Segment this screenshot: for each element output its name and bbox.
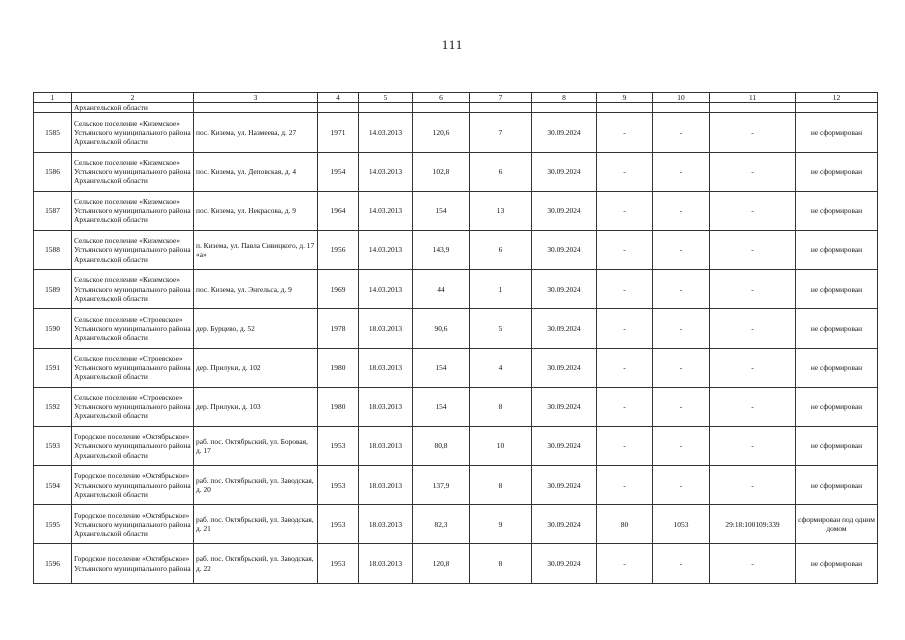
table-header xyxy=(34,93,878,103)
cell-count: 9 xyxy=(470,505,532,544)
cell-land-status: не сформирован xyxy=(796,230,878,269)
col-header-2: 2 xyxy=(72,93,194,103)
cell-row-number: 1593 xyxy=(34,426,72,465)
cell-col-10: - xyxy=(653,466,710,505)
cell-count: 7 xyxy=(470,113,532,152)
cell-inclusion-date: 18.03.2013 xyxy=(359,544,413,583)
cell-year: 1971 xyxy=(318,113,359,152)
cell-address: пос. Кизема, ул. Назмеева, д. 27 xyxy=(194,113,318,152)
cell-area: 154 xyxy=(413,387,470,426)
cell-address: пос. Кизема, ул. Энгельса, д. 9 xyxy=(194,270,318,309)
cell-cadastral-number: - xyxy=(710,426,796,465)
cell-year: 1956 xyxy=(318,230,359,269)
cell-empty xyxy=(470,103,532,113)
cell-area: 154 xyxy=(413,191,470,230)
cell-land-status: не сформирован xyxy=(796,309,878,348)
cell-area: 102,8 xyxy=(413,152,470,191)
cell-col-10: - xyxy=(653,348,710,387)
cell-row-number: 1589 xyxy=(34,270,72,309)
col-header-5: 5 xyxy=(359,93,413,103)
cell-area: 80,8 xyxy=(413,426,470,465)
cell-count: 6 xyxy=(470,152,532,191)
cell-col-10: - xyxy=(653,152,710,191)
cell-area: 154 xyxy=(413,348,470,387)
cell-count: 8 xyxy=(470,466,532,505)
cell-inclusion-date: 14.03.2013 xyxy=(359,191,413,230)
cell-col-10: - xyxy=(653,230,710,269)
col-header-4: 4 xyxy=(318,93,359,103)
cell-land-status: не сформирован xyxy=(796,152,878,191)
cell-land-status: не сформирован xyxy=(796,191,878,230)
col-header-3: 3 xyxy=(194,93,318,103)
cell-land-status: не сформирован xyxy=(796,544,878,583)
cell-land-status: сформирован под одним домом xyxy=(796,505,878,544)
cell-empty xyxy=(413,103,470,113)
cell-row-number: 1591 xyxy=(34,348,72,387)
cell-col-9: - xyxy=(597,152,653,191)
cell-deadline: 30.09.2024 xyxy=(532,505,597,544)
cell-cadastral-number: 29:18:100109:339 xyxy=(710,505,796,544)
cell-row-number: 1588 xyxy=(34,230,72,269)
cell-cadastral-number: - xyxy=(710,152,796,191)
cell-count: 4 xyxy=(470,348,532,387)
cell-cadastral-number: - xyxy=(710,466,796,505)
cell-year: 1978 xyxy=(318,309,359,348)
cell-col-9: - xyxy=(597,309,653,348)
cell-municipality: Городское поселение «Октябрьское» Устьянского муниципального района Архангельской области xyxy=(72,505,194,544)
cell-area: 44 xyxy=(413,270,470,309)
cell-area: 82,3 xyxy=(413,505,470,544)
cell-empty xyxy=(710,103,796,113)
cell-municipality: Архангельской области xyxy=(72,103,194,113)
cell-col-10: - xyxy=(653,544,710,583)
cell-cadastral-number: - xyxy=(710,191,796,230)
cell-year: 1953 xyxy=(318,505,359,544)
cell-inclusion-date: 14.03.2013 xyxy=(359,230,413,269)
table-row xyxy=(34,152,878,191)
cell-empty xyxy=(653,103,710,113)
cell-address: дер. Бурцево, д. 52 xyxy=(194,309,318,348)
col-header-1: 1 xyxy=(34,93,72,103)
cell-year: 1953 xyxy=(318,466,359,505)
cell-empty xyxy=(194,103,318,113)
cell-deadline: 30.09.2024 xyxy=(532,544,597,583)
cell-count: 8 xyxy=(470,544,532,583)
cell-row-number: 1592 xyxy=(34,387,72,426)
table-row xyxy=(34,270,878,309)
cell-inclusion-date: 18.03.2013 xyxy=(359,309,413,348)
cell-deadline: 30.09.2024 xyxy=(532,466,597,505)
cell-municipality: Городское поселение «Октябрьское» Устьянского муниципального района xyxy=(72,544,194,583)
cell-land-status: не сформирован xyxy=(796,466,878,505)
cell-row-number: 1586 xyxy=(34,152,72,191)
table-row xyxy=(34,113,878,152)
cell-municipality: Сельское поселение «Киземское» Устьянского муниципального района Архангельской области xyxy=(72,230,194,269)
header-row xyxy=(34,93,878,103)
cell-address: дер. Прилуки, д. 103 xyxy=(194,387,318,426)
page-number: 111 xyxy=(441,37,464,52)
cell-cadastral-number: - xyxy=(710,270,796,309)
cell-empty xyxy=(597,103,653,113)
cell-address: пос. Кизема, ул. Деповская, д. 4 xyxy=(194,152,318,191)
cell-deadline: 30.09.2024 xyxy=(532,270,597,309)
cell-year: 1969 xyxy=(318,270,359,309)
cell-address: раб. пос. Октябрьский, ул. Заводская, д. 20 xyxy=(194,466,318,505)
cell-empty xyxy=(318,103,359,113)
cell-address: дер. Прилуки, д. 102 xyxy=(194,348,318,387)
cell-deadline: 30.09.2024 xyxy=(532,113,597,152)
col-header-9: 9 xyxy=(597,93,653,103)
cell-address: раб. пос. Октябрьский, ул. Заводская, д. 22 xyxy=(194,544,318,583)
cell-col-10: - xyxy=(653,309,710,348)
cell-col-9: - xyxy=(597,348,653,387)
cell-col-9: - xyxy=(597,113,653,152)
col-header-12: 12 xyxy=(796,93,878,103)
housing-registry-table xyxy=(33,92,878,584)
cell-land-status: не сформирован xyxy=(796,113,878,152)
cell-land-status: не сформирован xyxy=(796,387,878,426)
cell-row-number: 1594 xyxy=(34,466,72,505)
cell-count: 13 xyxy=(470,191,532,230)
cell-address: раб. пос. Октябрьский, ул. Заводская, д. 21 xyxy=(194,505,318,544)
cell-deadline: 30.09.2024 xyxy=(532,348,597,387)
col-header-6: 6 xyxy=(413,93,470,103)
cell-row-number: 1596 xyxy=(34,544,72,583)
continuation-row xyxy=(34,103,878,113)
cell-inclusion-date: 18.03.2013 xyxy=(359,387,413,426)
cell-inclusion-date: 14.03.2013 xyxy=(359,152,413,191)
table-row xyxy=(34,466,878,505)
cell-col-10: - xyxy=(653,270,710,309)
cell-col-10: 1053 xyxy=(653,505,710,544)
cell-deadline: 30.09.2024 xyxy=(532,387,597,426)
cell-area: 137,9 xyxy=(413,466,470,505)
cell-deadline: 30.09.2024 xyxy=(532,309,597,348)
col-header-10: 10 xyxy=(653,93,710,103)
cell-count: 5 xyxy=(470,309,532,348)
cell-count: 8 xyxy=(470,387,532,426)
cell-land-status: не сформирован xyxy=(796,348,878,387)
cell-col-9: - xyxy=(597,466,653,505)
table-row xyxy=(34,505,878,544)
cell-deadline: 30.09.2024 xyxy=(532,191,597,230)
cell-inclusion-date: 18.03.2013 xyxy=(359,348,413,387)
cell-municipality: Сельское поселение «Строевское» Устьянского муниципального района Архангельской области xyxy=(72,348,194,387)
cell-area: 120,8 xyxy=(413,544,470,583)
cell-col-10: - xyxy=(653,113,710,152)
cell-cadastral-number: - xyxy=(710,348,796,387)
cell-empty xyxy=(532,103,597,113)
cell-area: 120,6 xyxy=(413,113,470,152)
cell-col-9: 80 xyxy=(597,505,653,544)
cell-col-9: - xyxy=(597,544,653,583)
cell-municipality: Сельское поселение «Строевское» Устьянского муниципального района Архангельской области xyxy=(72,387,194,426)
cell-inclusion-date: 14.03.2013 xyxy=(359,113,413,152)
cell-row-number: 1585 xyxy=(34,113,72,152)
cell-address: раб. пос. Октябрьский, ул. Боровая, д. 17 xyxy=(194,426,318,465)
table-row xyxy=(34,544,878,583)
cell-area: 90,6 xyxy=(413,309,470,348)
cell-count: 1 xyxy=(470,270,532,309)
cell-municipality: Сельское поселение «Строевское» Устьянского муниципального района Архангельской области xyxy=(72,309,194,348)
cell-area: 143,9 xyxy=(413,230,470,269)
cell-municipality: Сельское поселение «Киземское» Устьянского муниципального района Архангельской области xyxy=(72,152,194,191)
cell-municipality: Сельское поселение «Киземское» Устьянского муниципального района Архангельской области xyxy=(72,270,194,309)
cell-deadline: 30.09.2024 xyxy=(532,152,597,191)
cell-cadastral-number: - xyxy=(710,387,796,426)
cell-municipality: Сельское поселение «Киземское» Устьянского муниципального района Архангельской области xyxy=(72,113,194,152)
cell-year: 1953 xyxy=(318,544,359,583)
cell-municipality: Городское поселение «Октябрьское» Устьянского муниципального района Архангельской области xyxy=(72,426,194,465)
cell-count: 10 xyxy=(470,426,532,465)
cell-row-number: 1587 xyxy=(34,191,72,230)
cell-year: 1980 xyxy=(318,348,359,387)
cell-col-9: - xyxy=(597,426,653,465)
col-header-11: 11 xyxy=(710,93,796,103)
cell-address: п. Кизема, ул. Павла Сивицкого, д. 17 «а» xyxy=(194,230,318,269)
cell-row-number: 1595 xyxy=(34,505,72,544)
cell-deadline: 30.09.2024 xyxy=(532,230,597,269)
cell-col-10: - xyxy=(653,426,710,465)
cell-col-9: - xyxy=(597,230,653,269)
cell-count: 6 xyxy=(470,230,532,269)
cell-municipality: Сельское поселение «Киземское» Устьянского муниципального района Архангельской области xyxy=(72,191,194,230)
cell-cadastral-number: - xyxy=(710,230,796,269)
cell-cadastral-number: - xyxy=(710,113,796,152)
cell-municipality: Городское поселение «Октябрьское» Устьянского муниципального района Архангельской области xyxy=(72,466,194,505)
table-row xyxy=(34,348,878,387)
cell-row-number: 1590 xyxy=(34,309,72,348)
cell-col-9: - xyxy=(597,387,653,426)
cell-year: 1964 xyxy=(318,191,359,230)
cell-inclusion-date: 18.03.2013 xyxy=(359,426,413,465)
cell-col-9: - xyxy=(597,191,653,230)
cell-year: 1954 xyxy=(318,152,359,191)
cell-year: 1980 xyxy=(318,387,359,426)
col-header-8: 8 xyxy=(532,93,597,103)
table-row xyxy=(34,387,878,426)
cell-address: пос. Кизема, ул. Некрасова, д. 9 xyxy=(194,191,318,230)
cell-col-9: - xyxy=(597,270,653,309)
col-header-7: 7 xyxy=(470,93,532,103)
cell-inclusion-date: 18.03.2013 xyxy=(359,466,413,505)
table-row xyxy=(34,309,878,348)
cell-cadastral-number: - xyxy=(710,309,796,348)
cell-col-10: - xyxy=(653,191,710,230)
table-row xyxy=(34,230,878,269)
cell-empty xyxy=(34,103,72,113)
cell-land-status: не сформирован xyxy=(796,426,878,465)
cell-inclusion-date: 18.03.2013 xyxy=(359,505,413,544)
cell-empty xyxy=(796,103,878,113)
cell-inclusion-date: 14.03.2013 xyxy=(359,270,413,309)
cell-col-10: - xyxy=(653,387,710,426)
table-row xyxy=(34,191,878,230)
table-body xyxy=(34,103,878,583)
cell-deadline: 30.09.2024 xyxy=(532,426,597,465)
cell-empty xyxy=(359,103,413,113)
cell-land-status: не сформирован xyxy=(796,270,878,309)
cell-year: 1953 xyxy=(318,426,359,465)
table-row xyxy=(34,426,878,465)
cell-cadastral-number: - xyxy=(710,544,796,583)
